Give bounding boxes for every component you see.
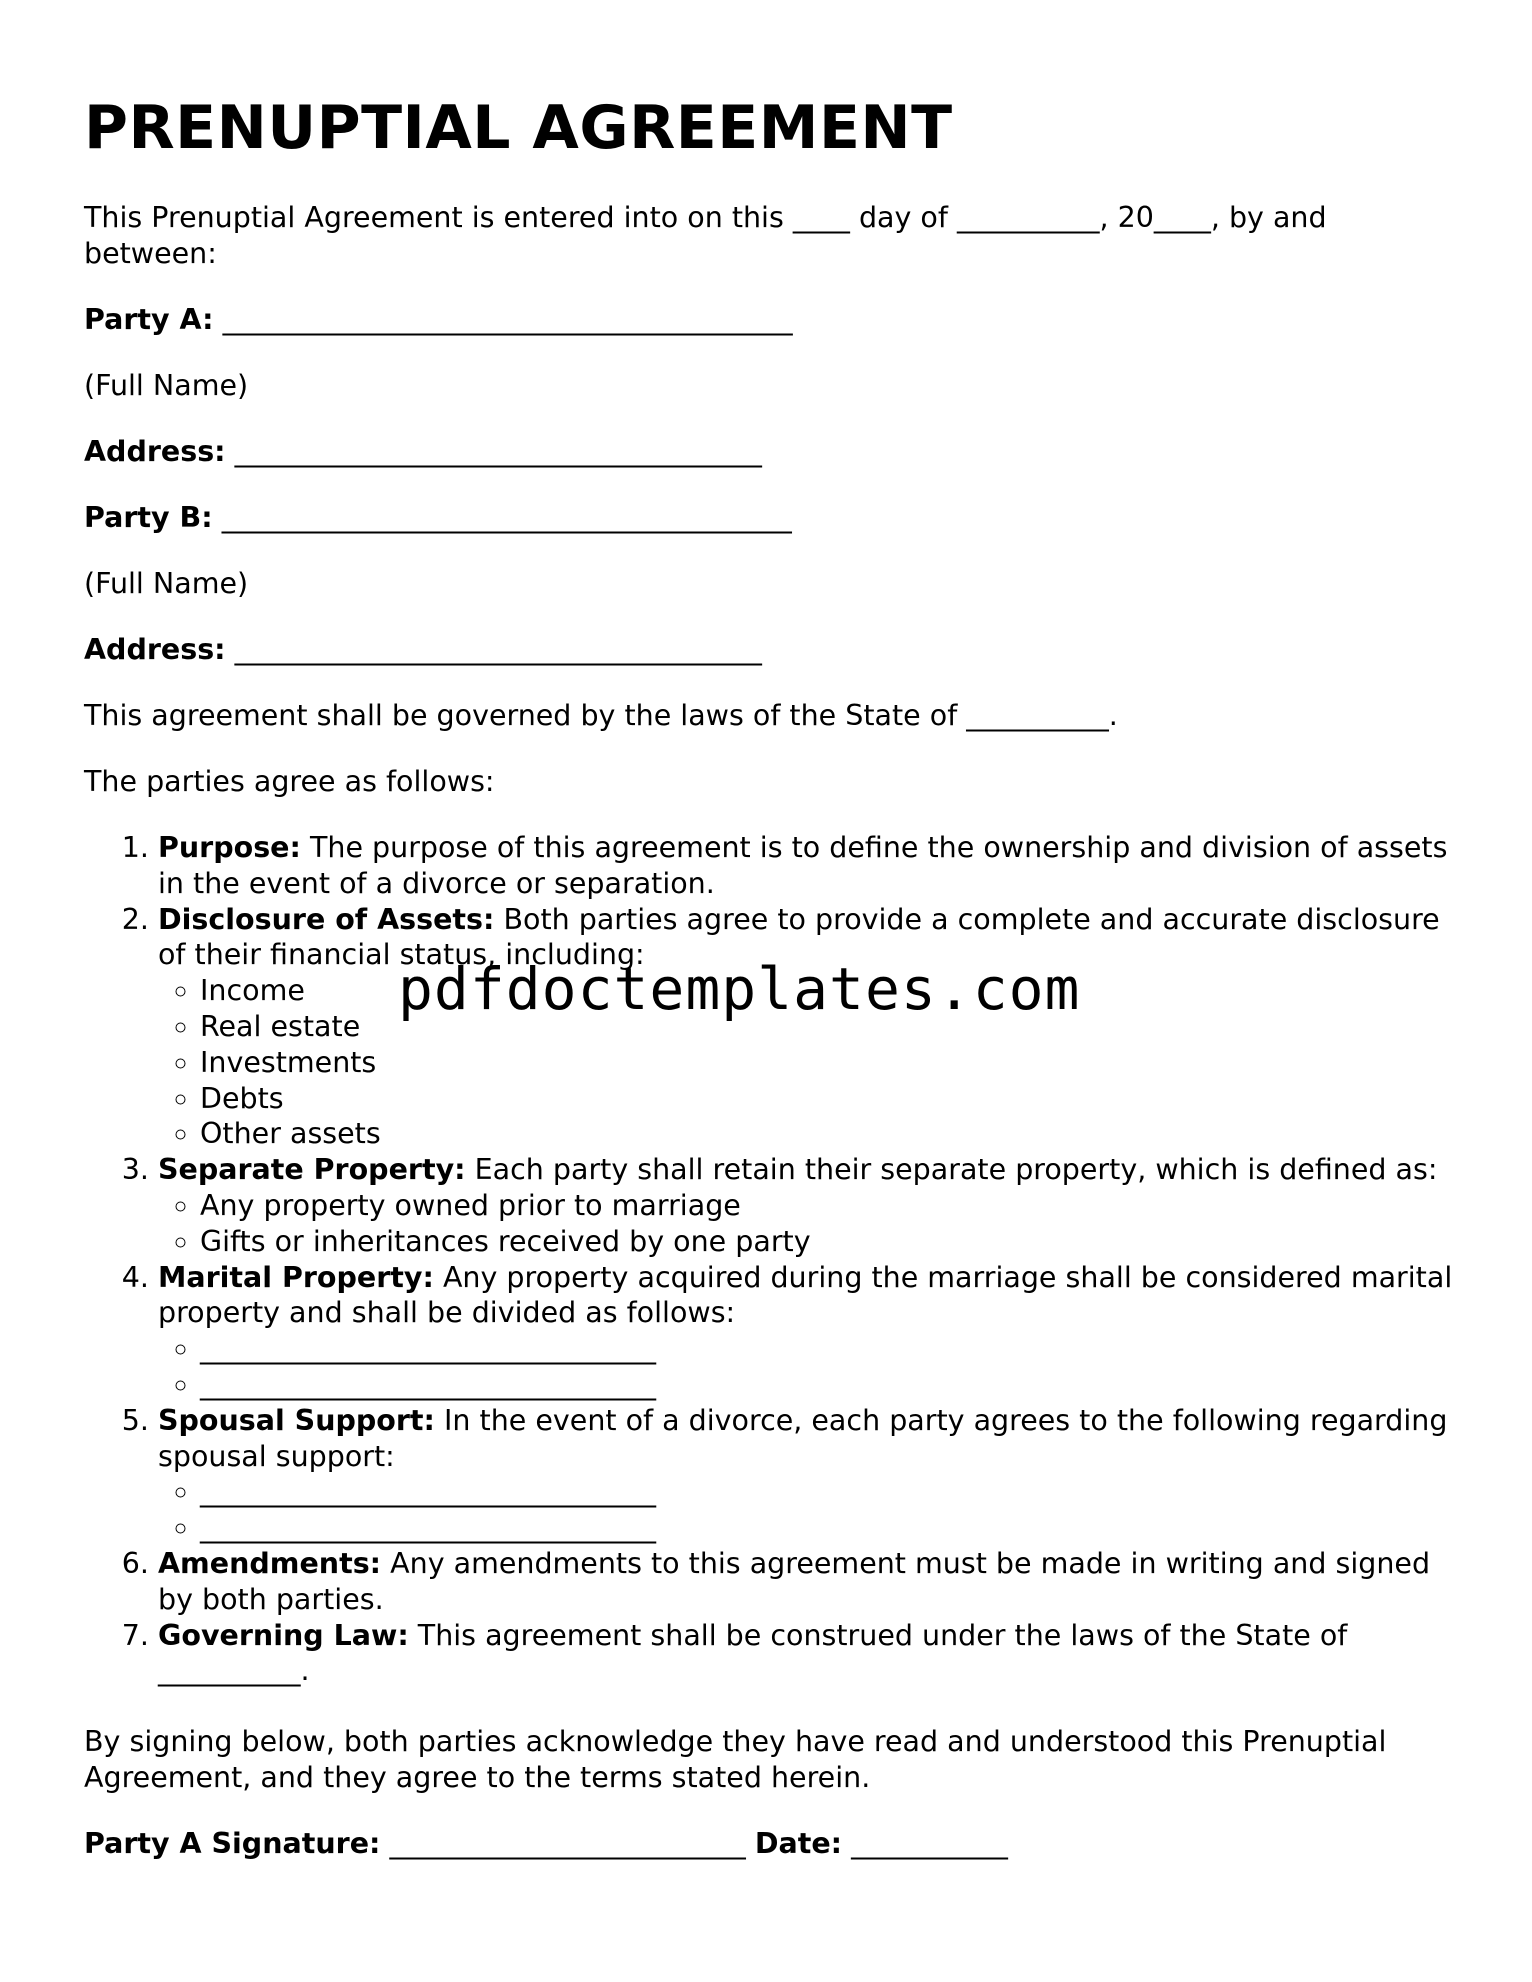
party-a-label: Party A: xyxy=(84,303,214,336)
address-a-blank: _____________________________________ xyxy=(234,435,762,468)
party-b-note: (Full Name) xyxy=(84,567,249,600)
list-item: ◦ Income xyxy=(200,973,1464,1009)
term-text: In the event of a divorce, each party agrees to the following regarding spousal support: xyxy=(158,1403,1448,1473)
party-a-blank: ________________________________________ xyxy=(222,303,793,336)
marital-property-list xyxy=(158,1331,1464,1403)
watermark: pdfdoctemplates.com xyxy=(398,955,1081,1023)
intro-paragraph: This Prenuptial Agreement is entered into on this ____ day of __________, 20____, by and between: xyxy=(84,201,1327,270)
term-separate-property xyxy=(158,1152,1464,1259)
terms-list xyxy=(84,830,1464,1689)
term-label: Separate Property: xyxy=(158,1153,466,1187)
term-label: Governing Law: xyxy=(158,1618,409,1652)
spousal-support-list xyxy=(158,1474,1464,1546)
list-item: ◦ ________________________________ xyxy=(200,1331,1464,1367)
term-marital-property xyxy=(158,1260,1464,1403)
signature-label: Party A Signature: xyxy=(84,1827,381,1861)
term-governing-law xyxy=(158,1618,1464,1690)
term-text: This agreement shall be construed under the laws of the State of __________. xyxy=(158,1618,1348,1688)
list-item: ◦ Other assets xyxy=(200,1116,1464,1152)
separate-property-list xyxy=(158,1188,1464,1260)
term-spousal-support xyxy=(158,1403,1464,1546)
address-b-field xyxy=(84,632,1464,668)
term-label: Purpose: xyxy=(158,831,301,864)
party-a-note: (Full Name) xyxy=(84,369,249,402)
term-amendments xyxy=(158,1546,1464,1618)
document-page xyxy=(84,92,1464,1862)
list-item: ◦ Gifts or inheritances received by one party xyxy=(200,1224,1464,1260)
term-text: Each party shall retain their separate property, which is defined as: xyxy=(474,1153,1438,1187)
signature-line xyxy=(84,1826,1464,1862)
list-item: ◦ Investments xyxy=(200,1045,1464,1081)
list-item: ◦ Real estate xyxy=(200,1009,1464,1045)
term-text: Both parties agree to provide a complete and accurate disclosure of their financial status, including: xyxy=(158,902,1440,972)
date-blank: ___________ xyxy=(851,1827,1008,1861)
page-title: PRENUPTIAL AGREEMENT xyxy=(84,93,953,163)
party-b-blank: ________________________________________ xyxy=(221,501,792,534)
party-a-field xyxy=(84,302,1464,338)
address-b-blank: _____________________________________ xyxy=(234,633,762,666)
agree-follows-paragraph: The parties agree as follows: xyxy=(84,765,495,798)
term-disclosure-of-assets xyxy=(158,902,1464,1153)
term-purpose xyxy=(158,830,1464,902)
term-text: Any property acquired during the marriage shall be considered marital property and shall be divided as follows: xyxy=(158,1260,1453,1330)
address-b-label: Address: xyxy=(84,633,226,666)
date-label: Date: xyxy=(754,1827,843,1861)
address-a-field xyxy=(84,434,1464,470)
asset-list xyxy=(158,973,1464,1152)
term-label: Marital Property: xyxy=(158,1260,434,1294)
list-item: ◦ ________________________________ xyxy=(200,1367,1464,1403)
term-text: Any amendments to this agreement must be made in writing and signed by both parties. xyxy=(158,1546,1431,1616)
signature-blank: _________________________ xyxy=(389,1827,746,1861)
list-item: ◦ ________________________________ xyxy=(200,1510,1464,1546)
governed-paragraph: This agreement shall be governed by the laws of the State of __________. xyxy=(84,699,1118,732)
address-a-label: Address: xyxy=(84,435,226,468)
list-item: ◦ Debts xyxy=(200,1081,1464,1117)
term-label: Disclosure of Assets: xyxy=(158,902,495,936)
list-item: ◦ ________________________________ xyxy=(200,1474,1464,1510)
term-text: The purpose of this agreement is to define the ownership and division of assets in the event of a divorce or separation. xyxy=(158,831,1448,900)
party-b-field xyxy=(84,500,1464,536)
term-label: Amendments: xyxy=(158,1546,382,1580)
party-b-label: Party B: xyxy=(84,501,213,534)
term-label: Spousal Support: xyxy=(158,1403,435,1437)
list-item: ◦ Any property owned prior to marriage xyxy=(200,1188,1464,1224)
closing-paragraph: By signing below, both parties acknowledge they have read and understood this Prenuptial Agreement, and they agree to the terms stated herein. xyxy=(84,1725,1387,1795)
